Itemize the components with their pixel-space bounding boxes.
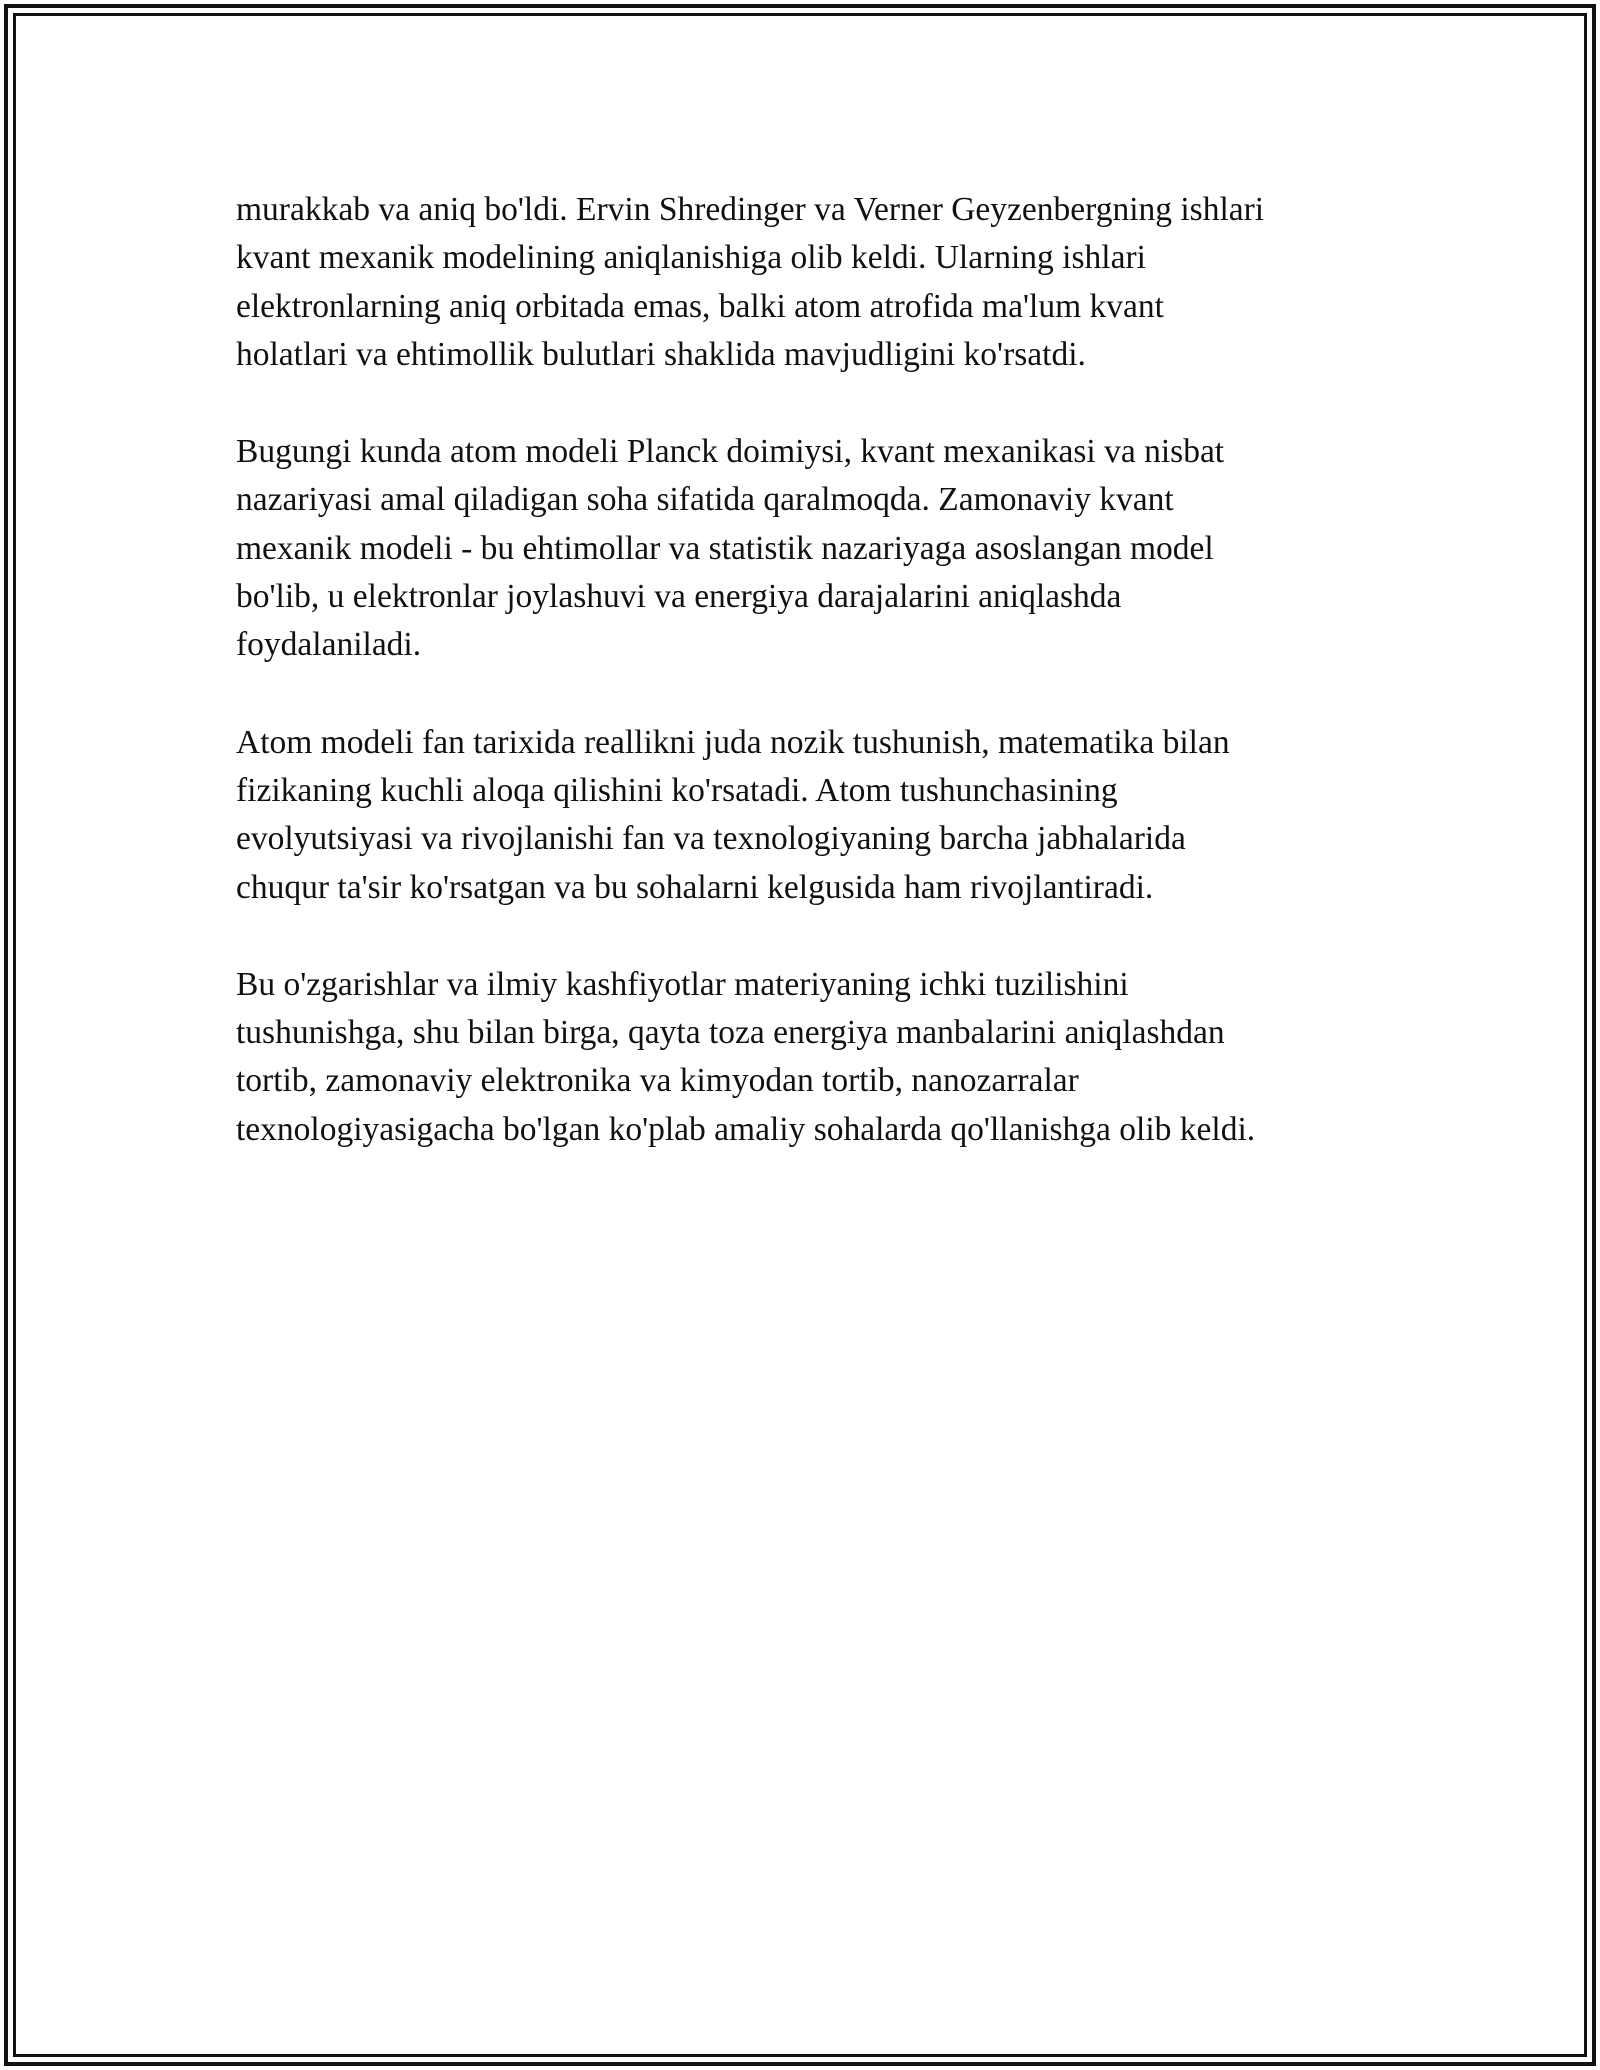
paragraph-line: foydalaniladi. — [236, 626, 422, 664]
paragraph-line: bo'lib, u elektronlar joylashuvi va energiya darajalarini aniqlashda — [236, 578, 1122, 616]
paragraph-line: evolyutsiyasi va rivojlanishi fan va texnologiyaning barcha jabhalarida — [236, 820, 1186, 858]
paragraph-line: mexanik modeli - bu ehtimollar va statistik nazariyaga asoslangan model — [236, 529, 1214, 567]
paragraph-2 — [236, 428, 1376, 669]
paragraph-4 — [236, 961, 1376, 1154]
paragraph-line: Bu o'zgarishlar va ilmiy kashfiyotlar materiyaning ichki tuzilishini — [236, 965, 1129, 1003]
paragraph-line: murakkab va aniq bo'ldi. Ervin Shredinger va Verner Geyzenbergning ishlari — [236, 191, 1265, 228]
paragraph-line: tushunishga, shu bilan birga, qayta toza energiya manbalarini aniqlashdan — [236, 1014, 1225, 1052]
paragraph-3 — [236, 719, 1376, 912]
paragraph-line: Atom modeli fan tarixida reallikni juda nozik tushunish, matematika bilan — [236, 723, 1230, 761]
paragraph-line: kvant mexanik modelining aniqlanishiga olib keldi. Ularning ishlari — [236, 239, 1146, 277]
paragraph-line: chuqur ta'sir ko'rsatgan va bu sohalarni kelgusida ham rivojlantiradi. — [236, 868, 1154, 906]
paragraph-line: nazariyasi amal qiladigan soha sifatida qaralmoqda. Zamonaviy kvant — [236, 481, 1174, 519]
paragraph-1 — [236, 186, 1376, 379]
paragraph-line: Bugungi kunda atom modeli Planck doimiysi, kvant mexanikasi va nisbat — [236, 433, 1225, 471]
paragraph-line: holatlari va ehtimollik bulutlari shaklida mavjudligini ko'rsatdi. — [236, 335, 1086, 373]
paragraph-line: fizikaning kuchli aloqa qilishini ko'rsatadi. Atom tushunchasining — [236, 771, 1118, 809]
paragraph-line: texnologiyasigacha bo'lgan ko'plab amaliy sohalarda qo'llanishga olib keldi. — [236, 1110, 1256, 1148]
document-body — [236, 186, 1376, 1203]
paragraph-line: tortib, zamonaviy elektronika va kimyodan tortib, nanozarralar — [236, 1062, 1079, 1100]
paragraph-line: elektronlarning aniq orbitada emas, balki atom atrofida ma'lum kvant — [236, 287, 1164, 325]
